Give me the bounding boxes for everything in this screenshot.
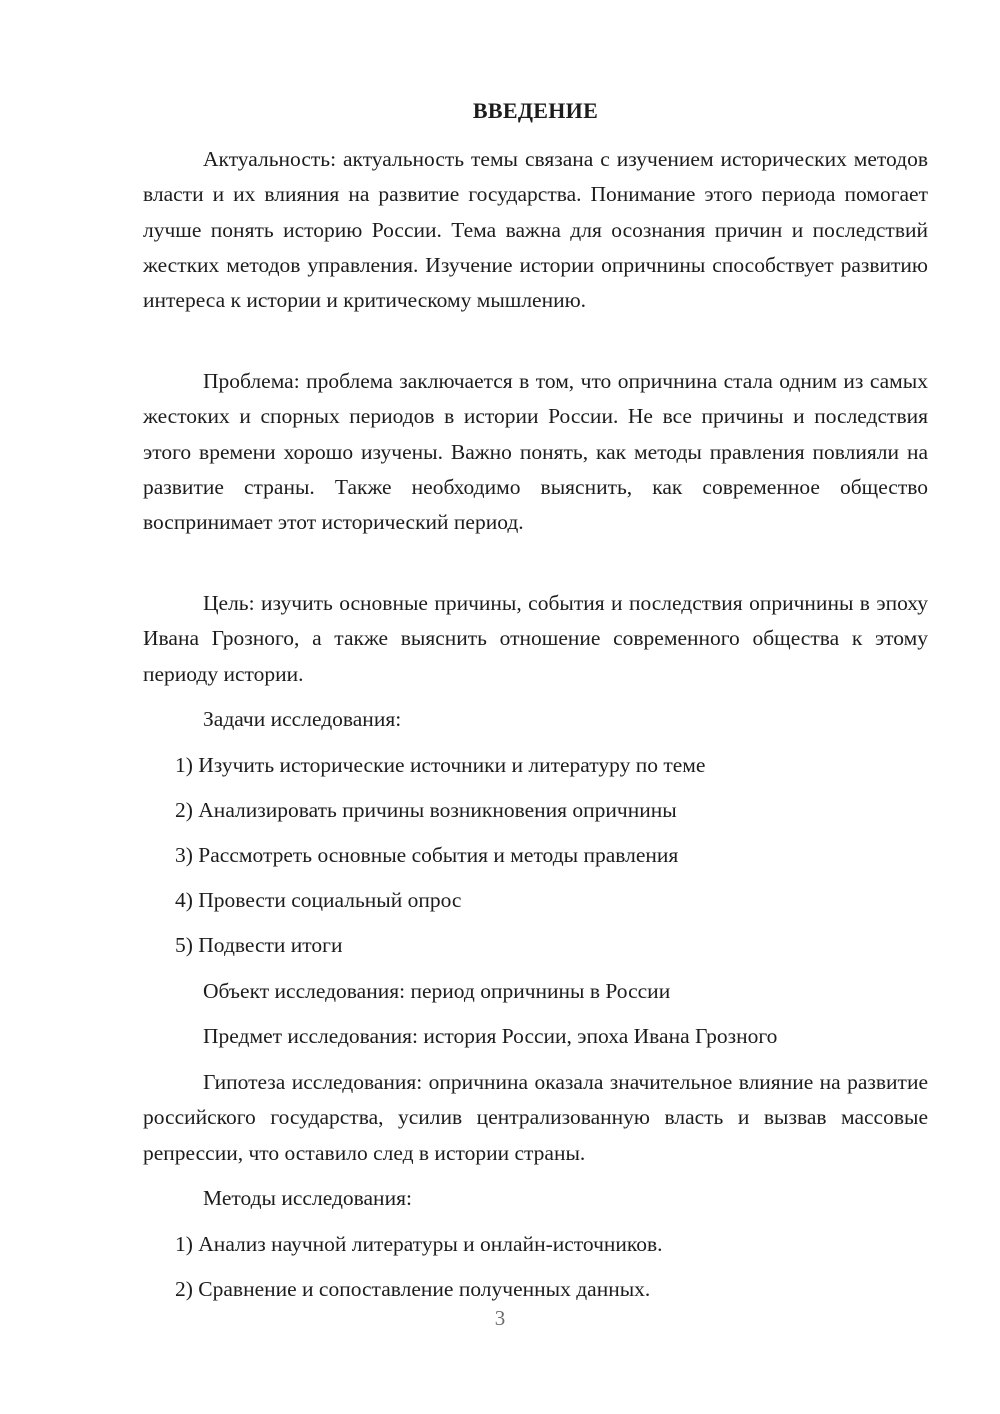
task-item: 5) Подвести итоги (175, 933, 343, 957)
research-object: Объект исследования: период опричнины в России (203, 979, 671, 1003)
goal-paragraph: Цель: изучить основные причины, события и последствия опричнины в эпоху Ивана Грозного, а также выяснить отношение современного общества к этому периоду истории. (143, 591, 928, 686)
research-subject: Предмет исследования: история России, эпоха Ивана Грозного (203, 1024, 778, 1048)
task-item: 2) Анализировать причины возникновения опричнины (175, 798, 677, 822)
task-item: 3) Рассмотреть основные события и методы правления (175, 843, 679, 867)
page-heading: ВВЕДЕНИЕ (472, 98, 599, 123)
relevance-paragraph: Актуальность: актуальность темы связана с изучением исторических методов власти и их влияния на развитие государства. Понимание этого периода помогает лучше понять историю России. Тема важна для осознания причин и последствий жестких методов управления. Изучение истории опричнины способствует развитию интереса к истории и критическому мышлению. (143, 147, 928, 313)
page-number: 3 (494, 1306, 506, 1330)
problem-paragraph: Проблема: проблема заключается в том, что опричнина стала одним из самых жестоких и спорных периодов в истории России. Не все причины и последствия этого времени хорошо изучены. Важно понять, как методы правления повлияли на развитие страны. Также необходимо выяснить, как современное общество воспринимает этот исторический период. (143, 369, 928, 535)
task-item: 1) Изучить исторические источники и литературу по теме (175, 753, 706, 777)
method-item: 1) Анализ научной литературы и онлайн-источников. (175, 1232, 663, 1256)
hypothesis-paragraph: Гипотеза исследования: опричнина оказала значительное влияние на развитие российского государства, усилив централизованную власть и вызвав массовые репрессии, что оставило след в истории страны. (143, 1070, 928, 1165)
method-item: 2) Сравнение и сопоставление полученных данных. (175, 1277, 651, 1301)
task-item: 4) Провести социальный опрос (175, 888, 462, 912)
methods-title: Методы исследования: (203, 1186, 412, 1210)
tasks-title: Задачи исследования: (203, 707, 402, 731)
